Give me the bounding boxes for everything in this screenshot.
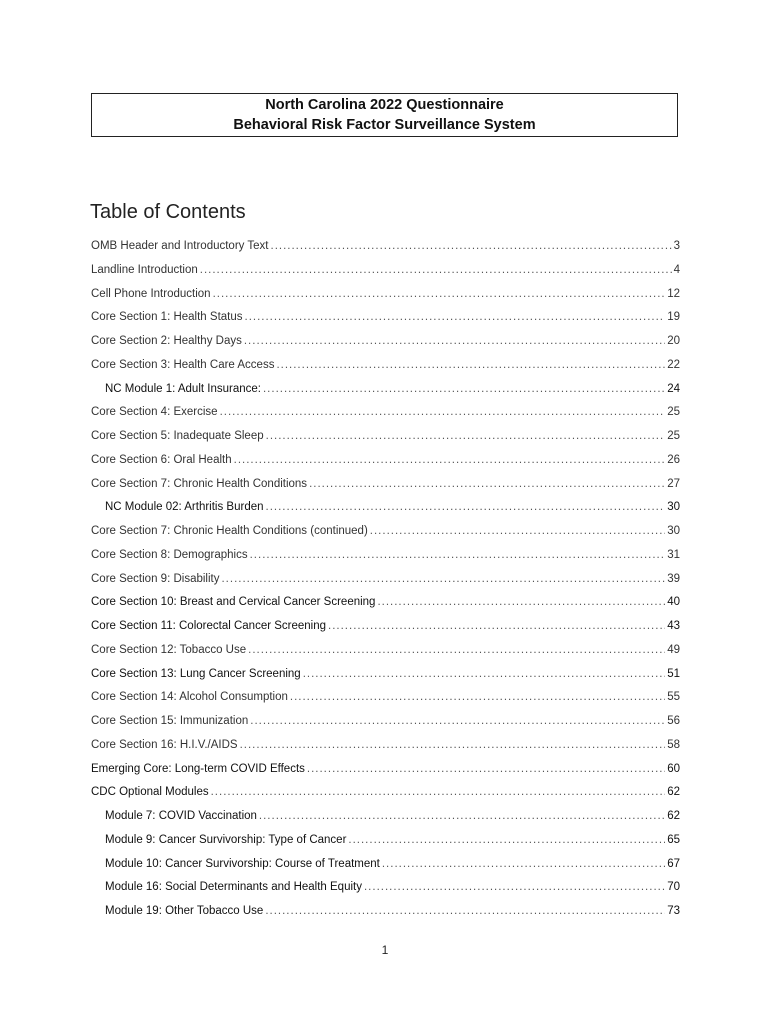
toc-leader-dots [303, 663, 666, 687]
toc-leader-dots [200, 259, 672, 283]
toc-leader-dots [328, 615, 665, 639]
toc-entry-label: Module 19: Other Tobacco Use [105, 905, 264, 917]
toc-leader-dots [265, 900, 665, 924]
toc-leader-dots [382, 853, 665, 877]
toc-entry-page: 24 [667, 382, 680, 395]
toc-entry-page: 30 [667, 501, 680, 514]
toc-leader-dots [250, 710, 665, 734]
toc-entry-label: Emerging Core: Long-term COVID Effects [91, 762, 305, 775]
toc-entry-label: Landline Introduction [91, 263, 198, 276]
toc-entry[interactable] [91, 449, 680, 473]
toc-entry-label: Core Section 1: Health Status [91, 311, 243, 324]
toc-leader-dots [213, 283, 666, 307]
toc-leader-dots [271, 235, 672, 259]
toc-leader-dots [266, 496, 666, 520]
toc-entry-page: 67 [667, 857, 680, 870]
toc-entry[interactable] [91, 758, 680, 782]
toc-entry-label: Core Section 6: Oral Health [91, 453, 232, 466]
toc-entry-page: 25 [667, 430, 680, 442]
toc-entry-page: 19 [667, 311, 680, 324]
toc-entry-page: 43 [667, 620, 680, 632]
toc-entry-label: Module 7: COVID Vaccination [105, 810, 257, 822]
toc-entry-page: 55 [667, 691, 680, 704]
toc-entry[interactable] [91, 354, 680, 378]
toc-entry[interactable] [91, 686, 680, 710]
toc-entry[interactable] [91, 283, 680, 307]
toc-entry[interactable] [91, 520, 680, 544]
toc-entry-page: 60 [667, 762, 680, 775]
toc-entry[interactable] [91, 805, 680, 829]
toc-entry-page: 40 [667, 596, 680, 609]
toc-entry[interactable] [91, 663, 680, 687]
toc-entry[interactable] [91, 591, 680, 615]
toc-entry-page: 51 [667, 667, 680, 680]
toc-entry[interactable] [91, 473, 680, 497]
toc-entry-label: Core Section 3: Health Care Access [91, 358, 275, 371]
toc-entry-page: 20 [667, 335, 680, 347]
toc-entry[interactable] [91, 639, 680, 663]
toc-leader-dots [263, 378, 665, 402]
toc-entry-label: Core Section 10: Breast and Cervical Cancer Screening [91, 596, 376, 609]
toc-entry-label: Module 9: Cancer Survivorship: Type of Cancer [105, 833, 347, 846]
toc-entry-label: Core Section 9: Disability [91, 572, 220, 585]
toc-leader-dots [240, 734, 666, 758]
toc-entry-label: CDC Optional Modules [91, 786, 209, 799]
toc-entry-page: 12 [667, 287, 680, 300]
toc-entry[interactable] [91, 900, 680, 924]
toc-entry-label: NC Module 1: Adult Insurance: [105, 382, 261, 395]
toc-leader-dots [248, 639, 665, 663]
toc-leader-dots [290, 686, 665, 710]
toc-entry-label: Core Section 2: Healthy Days [91, 335, 242, 347]
title-line-2: Behavioral Risk Factor Surveillance System [233, 117, 536, 133]
toc-leader-dots [245, 306, 666, 330]
toc-leader-dots [348, 829, 665, 853]
toc-leader-dots [244, 330, 665, 354]
toc-entry-page: 25 [667, 406, 680, 419]
toc-entry-label: NC Module 02: Arthritis Burden [105, 501, 264, 514]
toc-list [91, 235, 680, 924]
toc-leader-dots [266, 425, 666, 449]
toc-entry-label: OMB Header and Introductory Text [91, 240, 269, 252]
toc-entry[interactable] [91, 853, 680, 877]
toc-entry[interactable] [91, 615, 680, 639]
toc-entry-page: 26 [667, 453, 680, 466]
toc-leader-dots [377, 591, 665, 615]
toc-entry[interactable] [91, 568, 680, 592]
toc-entry-label: Core Section 7: Chronic Health Conditions (continued) [91, 525, 368, 537]
toc-entry[interactable] [91, 876, 680, 900]
toc-entry-page: 3 [673, 240, 680, 252]
toc-leader-dots [221, 568, 665, 592]
toc-entry[interactable] [91, 330, 680, 354]
toc-entry[interactable] [91, 496, 680, 520]
toc-entry-page: 58 [667, 738, 680, 751]
page-number: 1 [381, 943, 389, 957]
toc-entry-page: 4 [673, 263, 680, 276]
toc-entry[interactable] [91, 401, 680, 425]
toc-entry-page: 73 [667, 905, 680, 917]
toc-entry-label: Core Section 5: Inadequate Sleep [91, 430, 264, 442]
toc-entry-page: 27 [667, 477, 680, 490]
toc-entry-page: 56 [667, 715, 680, 727]
toc-leader-dots [364, 876, 665, 900]
toc-entry[interactable] [91, 378, 680, 402]
toc-entry-label: Core Section 7: Chronic Health Conditions [91, 477, 308, 490]
toc-entry[interactable] [91, 734, 680, 758]
toc-entry-page: 30 [667, 525, 680, 537]
toc-entry-page: 49 [667, 643, 680, 656]
toc-entry[interactable] [91, 425, 680, 449]
toc-leader-dots [211, 781, 666, 805]
toc-entry-page: 65 [667, 833, 680, 846]
toc-entry[interactable] [91, 829, 680, 853]
toc-leader-dots [276, 354, 665, 378]
toc-entry-page: 39 [667, 572, 680, 585]
toc-entry-label: Cell Phone Introduction [91, 287, 211, 300]
toc-leader-dots [307, 758, 665, 782]
toc-entry[interactable] [91, 710, 680, 734]
toc-entry-label: Core Section 14: Alcohol Consumption [91, 691, 288, 704]
toc-entry-page: 70 [667, 881, 680, 894]
toc-entry-page: 62 [667, 786, 680, 799]
toc-entry[interactable] [91, 781, 680, 805]
toc-entry-label: Core Section 12: Tobacco Use [91, 643, 247, 656]
toc-entry-page: 31 [667, 548, 680, 561]
toc-leader-dots [259, 805, 665, 829]
toc-leader-dots [220, 401, 666, 425]
toc-leader-dots [309, 473, 665, 497]
toc-entry[interactable] [91, 235, 680, 259]
document-title-box [91, 93, 678, 137]
toc-entry-label: Core Section 4: Exercise [91, 406, 218, 419]
toc-entry-label: Core Section 16: H.I.V./AIDS [91, 738, 238, 751]
toc-entry-label: Core Section 8: Demographics [91, 548, 248, 561]
toc-entry[interactable] [91, 306, 680, 330]
toc-entry-label: Core Section 15: Immunization [91, 715, 249, 727]
toc-entry-label: Core Section 11: Colorectal Cancer Screening [91, 620, 327, 632]
toc-entry-page: 22 [667, 358, 680, 371]
toc-leader-dots [370, 520, 665, 544]
toc-entry-label: Core Section 13: Lung Cancer Screening [91, 667, 301, 680]
toc-entry-page: 62 [667, 810, 680, 822]
toc-entry-label: Module 16: Social Determinants and Health Equity [105, 881, 362, 894]
toc-leader-dots [250, 544, 666, 568]
toc-entry-label: Module 10: Cancer Survivorship: Course of Treatment [105, 857, 380, 870]
title-line-1: North Carolina 2022 Questionnaire [265, 97, 504, 113]
toc-entry[interactable] [91, 544, 680, 568]
toc-heading: Table of Contents [90, 201, 246, 223]
toc-entry[interactable] [91, 259, 680, 283]
toc-leader-dots [234, 449, 666, 473]
